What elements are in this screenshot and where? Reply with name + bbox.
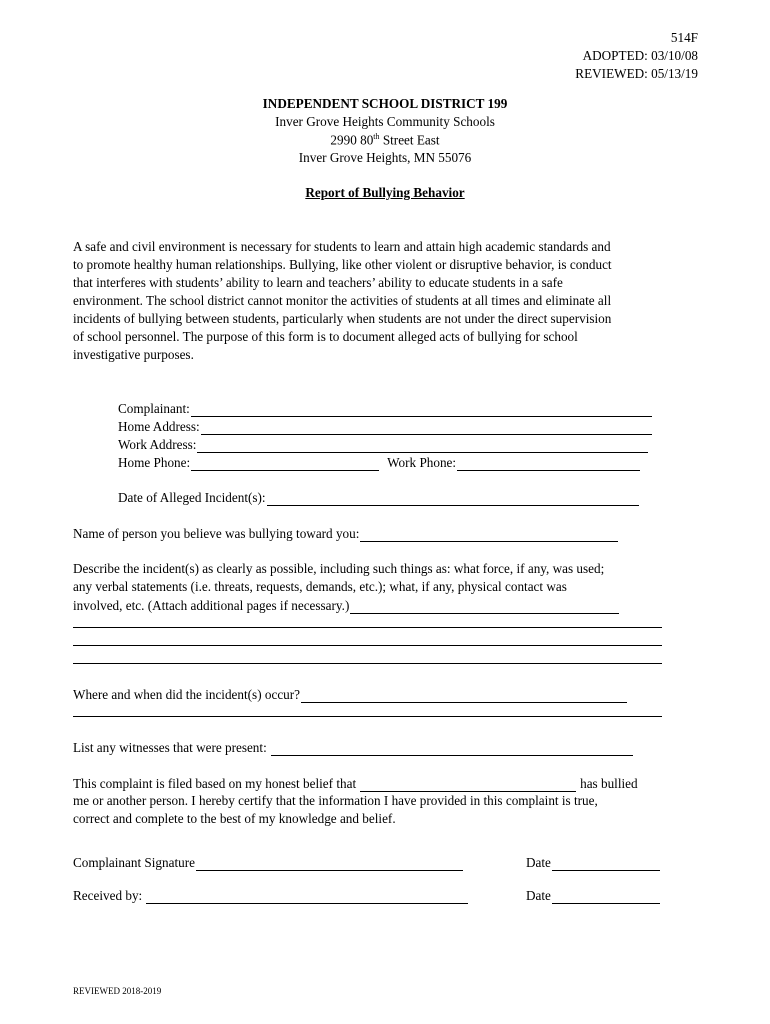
district-name: INDEPENDENT SCHOOL DISTRICT 199	[262, 96, 508, 111]
received-date-field[interactable]	[552, 889, 660, 904]
received-label: Received by:	[73, 888, 143, 903]
witnesses-label: List any witnesses that were present:	[73, 740, 267, 755]
district-schools: Inver Grove Heights Community Schools	[275, 114, 495, 129]
home-address-row	[118, 417, 652, 435]
intro-paragraph	[73, 238, 695, 364]
witnesses-field[interactable]	[271, 741, 633, 756]
intro-line: to promote healthy human relationships. Bullying, like other violent or disruptive behavior, is conduct	[73, 257, 612, 272]
policy-number: 514F	[670, 30, 698, 45]
received-date-label: Date	[526, 888, 551, 903]
footer-reviewed: REVIEWED 2018-2019	[73, 986, 162, 996]
belief-row	[73, 774, 638, 792]
date-incident-label: Date of Alleged Incident(s):	[118, 490, 266, 505]
belief-start: This complaint is filed based on my honest belief that	[73, 776, 357, 791]
intro-line: incidents of bullying between students, particularly when students are not under the direct supervision	[73, 311, 612, 326]
where-when-row	[73, 685, 627, 703]
home-address-label: Home Address:	[118, 419, 200, 434]
street-number: 2990 80	[330, 132, 374, 148]
where-when-label: Where and when did the incident(s) occur?	[73, 687, 301, 702]
work-phone-field[interactable]	[457, 456, 640, 471]
received-field[interactable]	[146, 889, 468, 904]
intro-line: environment. The school district cannot monitor the activities of students at all times and eliminate all	[73, 293, 612, 308]
belief-end: has bullied	[580, 776, 638, 791]
district-street	[0, 132, 770, 148]
adopted-date: ADOPTED: 03/10/08	[582, 48, 698, 63]
describe-line: Describe the incident(s) as clearly as possible, including such things as: what force, if any, was used;	[73, 561, 605, 576]
signature-date-row	[526, 853, 660, 871]
complainant-label: Complainant:	[118, 401, 190, 416]
describe-field[interactable]	[350, 599, 619, 614]
date-incident-row	[118, 488, 639, 506]
where-when-field-line[interactable]	[73, 716, 662, 717]
phone-row	[118, 453, 640, 471]
street-suffix: th	[373, 132, 380, 141]
describe-field-line[interactable]	[73, 627, 662, 628]
bully-name-label: Name of person you believe was bullying toward you:	[73, 526, 360, 541]
complainant-field[interactable]	[191, 402, 652, 417]
work-address-field[interactable]	[197, 438, 648, 453]
work-address-row	[118, 435, 648, 453]
signature-field[interactable]	[196, 856, 463, 871]
intro-line: that interferes with students’ ability to learn and teachers’ ability to educate students in a safe	[73, 275, 563, 290]
home-phone-field[interactable]	[191, 456, 379, 471]
describe-line: involved, etc. (Attach additional pages if necessary.)	[73, 598, 350, 613]
policy-header	[575, 29, 698, 83]
intro-line: of school personnel. The purpose of this form is to document alleged acts of bullying for school	[73, 329, 578, 344]
signature-date-field[interactable]	[552, 856, 660, 871]
where-when-field[interactable]	[301, 688, 627, 703]
intro-line: investigative purposes.	[73, 347, 194, 362]
street-rest: Street East	[379, 132, 440, 148]
describe-prompt	[73, 560, 695, 596]
work-address-label: Work Address:	[118, 437, 197, 452]
describe-field-line[interactable]	[73, 645, 662, 646]
witnesses-row	[73, 738, 633, 756]
signature-row	[73, 853, 463, 871]
bully-name-row	[73, 524, 618, 542]
complainant-row	[118, 399, 652, 417]
received-date-row	[526, 886, 660, 904]
reviewed-date: REVIEWED: 05/13/19	[575, 66, 698, 81]
home-phone-label: Home Phone:	[118, 455, 191, 470]
district-city: Inver Grove Heights, MN 55076	[298, 150, 472, 165]
form-title-text: Report of Bullying Behavior	[305, 185, 465, 200]
certify-line: correct and complete to the best of my knowledge and belief.	[73, 811, 396, 826]
intro-line: A safe and civil environment is necessary for students to learn and attain high academic standards and	[73, 239, 611, 254]
date-incident-field[interactable]	[267, 491, 639, 506]
bully-name-field[interactable]	[360, 527, 618, 542]
home-address-field[interactable]	[201, 420, 652, 435]
describe-field-line[interactable]	[73, 663, 662, 664]
signature-date-label: Date	[526, 855, 551, 870]
describe-row	[73, 596, 619, 614]
certify-line: me or another person. I hereby certify that the information I have provided in this complaint is true,	[73, 793, 598, 808]
accused-name-field[interactable]	[360, 777, 576, 792]
form-title	[0, 185, 770, 201]
certify-text	[73, 792, 695, 828]
signature-label: Complainant Signature	[73, 855, 195, 870]
describe-line: any verbal statements (i.e. threats, requests, demands, etc.); what, if any, physical contact was	[73, 579, 567, 594]
received-row	[73, 886, 468, 904]
work-phone-label: Work Phone:	[387, 455, 457, 470]
